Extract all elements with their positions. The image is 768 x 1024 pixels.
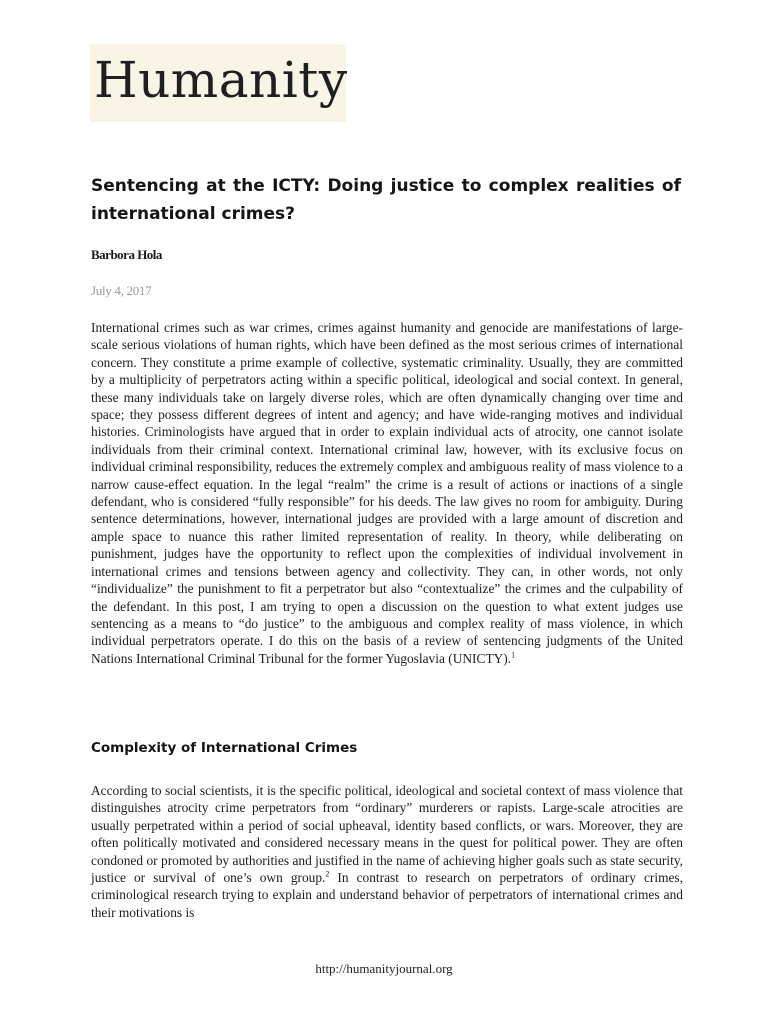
section-paragraph-text-b: In contrast to research on perpetrators of ordinary crimes, criminological research trying to explain and understand behavior of perpetrators of international crimes and their motivations is — [91, 870, 683, 920]
section-heading: Complexity of International Crimes — [91, 740, 358, 756]
journal-logo — [90, 44, 346, 122]
article-author: Barbora Hola — [91, 247, 162, 262]
footnote-ref-2[interactable]: 2 — [325, 869, 330, 879]
intro-paragraph-text: International crimes such as war crimes, crimes against humanity and genocide are manifestations of large-scale serious violations of human rights, which have been defined as the most serious crimes of international concern. They constitute a prime example of collective, systematic criminality. Usually, they are committed by a multiplicity of perpetrators acting within a specific political, ideological and social context. In general, these many individuals take on largely diverse roles, which are often dynamically changing over time and space; they possess different degrees of intent and agency; and have wide-ranging motives and individual histories. Criminologists have argued that in order to explain individual acts of atrocity, one cannot isolate individuals from their criminal context. International criminal law, however, with its exclusive focus on individual criminal responsibility, reduces the extremely complex and ambiguous reality of mass violence to a narrow cause-effect equation. In the legal “realm” the crime is a result of actions or inactions of a single defendant, who is considered “fully responsible” for his deeds. The law gives no room for ambiguity. During sentence determinations, however, international judges are provided with a large amount of discretion and ample space to nuance this rather limited representation of reality. In theory, while deliberating on punishment, judges have the opportunity to reflect upon the complexities of individual involvement in international crimes and tensions between agency and collectivity. They can, in other words, not only “individualize” the punishment to fit a perpetrator but also “contextualize” the crimes and the culpability of the defendant. In this post, I am trying to open a discussion on the question to what extent judges use sentencing as a means to “do justice” to the ambiguous and complex reality of mass violence, in which individual perpetrators operate. I do this on the basis of a review of sentencing judgments of the United Nations International Criminal Tribunal for the former Yugoslavia (UNICTY). — [91, 320, 683, 666]
logo-text: Humanity — [94, 51, 348, 109]
section-paragraph-text-a: According to social scientists, it is the specific political, ideological and societal context of mass violence that distinguishes atrocity crime perpetrators from “ordinary” murderers or rapists. Large-scale atrocities are usually perpetrated within a period of social upheaval, identity based conflicts, or wars. Moreover, they are often politically motivated and considered necessary means in the quest for political power. They are often condoned or promoted by authorities and justified in the name of achieving higher goals such as state security, justice or survival of one’s own group. — [91, 783, 683, 886]
section-paragraph — [91, 782, 683, 921]
footnote-ref-1[interactable]: 1 — [511, 650, 516, 660]
footer-url[interactable]: http://humanityjournal.org — [315, 961, 453, 976]
intro-paragraph — [91, 319, 683, 667]
article-date: July 4, 2017 — [91, 283, 152, 298]
article-title: Sentencing at the ICTY: Doing justice to complex realities of international crimes? — [91, 176, 681, 224]
